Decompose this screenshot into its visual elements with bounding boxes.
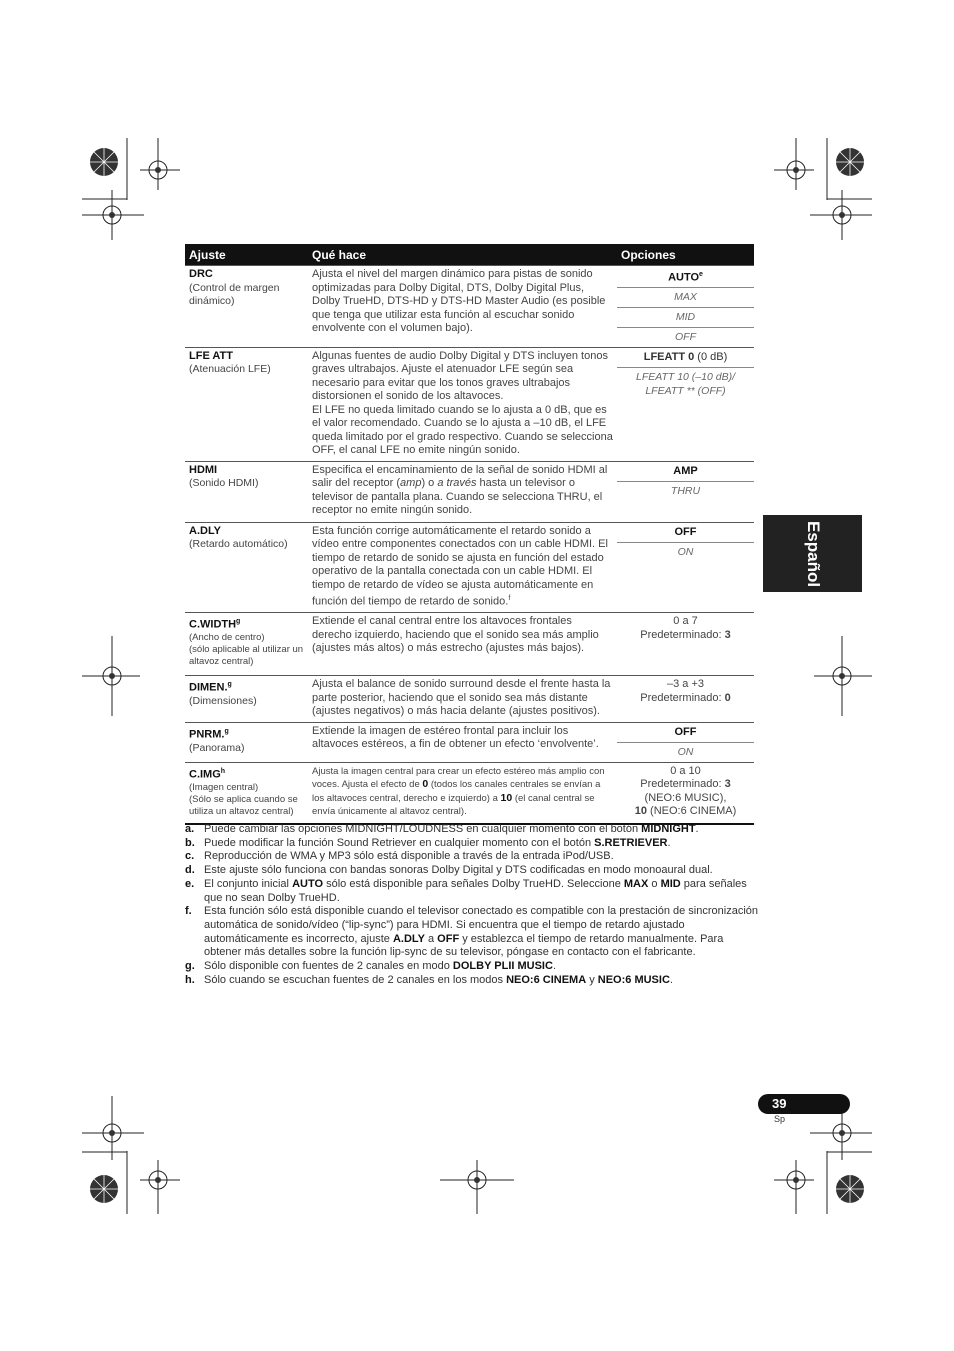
setting-subtitle: (Dimensiones) (189, 695, 257, 708)
table-row (185, 613, 754, 676)
setting-subtitle: (Sonido HDMI) (189, 477, 259, 490)
footnote: d. Este ajuste sólo funciona con bandas sonoras Dolby Digital y DTS codificadas en modo monoaural dual. (185, 864, 713, 877)
setting-description: Ajusta el balance de sonido surround desde el frente hasta la parte posterior, haciendo que el sonido sea más distante (ajustes negativos) o más hacia delante (ajustes positivos). (312, 678, 611, 718)
option: OFF (617, 327, 754, 347)
footnote: g. Sólo disponible con fuentes de 2 canales en modo DOLBY PLII MUSIC. (185, 960, 556, 973)
setting-name: C.IMG$^h$ (189, 767, 226, 781)
footnote: b. Puede modificar la función Sound Retriever en cualquier momento con el botón S.RETRIEVER. (185, 836, 671, 849)
table-row (185, 461, 754, 522)
language-code: Sp (774, 1114, 786, 1124)
setting-name: DRC (189, 268, 213, 280)
option-range: –3 a +3 Predeterminado: 0 (640, 678, 731, 704)
setting-subtitle: (Atenuación LFE) (189, 363, 271, 376)
option: MAX (617, 287, 754, 307)
setting-description: Extiende la imagen de estéreo frontal para incluir los altavoces estéreos, a fin de obtener un efecto ‘envolvente’. (312, 724, 599, 751)
option: ON (617, 542, 754, 562)
table-row (185, 266, 754, 348)
setting-subtitle: (Imagen central) (189, 781, 259, 793)
table-header (185, 244, 754, 266)
footnote: c. Reproducción de WMA y MP3 sólo está disponible a través de la entrada iPod/USB. (185, 850, 614, 863)
footnote: h. Sólo cuando se escuchan fuentes de 2 canales en los modos NEO:6 CINEMA y NEO:6 MUSIC. (185, 973, 673, 986)
table-row (185, 676, 754, 723)
page-number: 39 (772, 1096, 787, 1111)
header-ajuste: Ajuste (185, 244, 308, 266)
option: LFEATT 0 (0 dB) (643, 350, 728, 363)
header-opciones: Opciones (617, 244, 754, 266)
language-label: Español (803, 520, 823, 587)
footnote: f. Esta función sólo está disponible cuando el televisor conectado es compatible con la prestación de sincronización automática de sonido/vídeo (“lip-sync”) para HDMI. Si encuentra que el tiempo de retardo ajustado automáticamente es incorrecto, ajuste A.DLY a OFF y establezca el tiempo de retardo manualmente. Para obtener más detalles sobre la función lip-sync de su televisor, póngase en contacto con el fabricante. (185, 905, 759, 959)
footnote: e. El conjunto inicial AUTO sólo está disponible para señales Dolby TrueHD. Seleccione MAX o MID para señales que no sean Dolby TrueHD. (185, 877, 747, 904)
option-range: 0 a 10 Predeterminado: 3 (NEO:6 MUSIC), 10 (NEO:6 CINEMA) (634, 764, 737, 818)
language-tab (763, 515, 862, 592)
option: ON (617, 742, 754, 762)
option: LFEATT 10 (–10 dB)/ LFEATT ** (OFF) (617, 367, 754, 400)
setting-name: C.WIDTH$^g$ (189, 618, 241, 631)
setting-name: PNRM.$^g$ (189, 727, 229, 741)
footnote: a. Puede cambiar las opciones MIDNIGHT/LOUDNESS en cualquier momento con el botón MIDNIGHT. (185, 823, 699, 835)
page-number-badge (758, 1094, 850, 1114)
option: THRU (617, 481, 754, 501)
setting-description-2: El LFE no queda limitado cuando se lo ajusta a 0 dB, que es el valor recomendado. Cuando se lo ajusta a –10 dB, el LFE queda limitado por el grado respectivo. Cuando se selecciona OFF, el canal LFE no emite ningún sonido. (312, 403, 613, 457)
option: OFF (674, 725, 697, 738)
table-row (185, 522, 754, 613)
header-que-hace: Qué hace (308, 244, 617, 266)
setting-description: Esta función corrige automáticamente el retardo sonido a vídeo entre componentes conectados con un cable HDMI. El tiempo de retardo de sonido se ajusta en función del estado operativo de la pantalla conectada con un cable HDMI. El tiempo de retardo de vídeo se ajusta automáticamente en función del tiempo de retardo de sonido.$^f$ (312, 524, 608, 608)
option: OFF (674, 525, 697, 538)
option: AMP (673, 464, 698, 477)
setting-description: Ajusta el nivel del margen dinámico para pistas de sonido optimizadas para Dolby Digital, DTS, Dolby Digital Plus, Dolby TrueHD, DTS-HD y DTS-HD Master Audio (es posible que tenga que utilizar esta función al escuchar sonido envolvente con el volumen bajo). (312, 268, 606, 334)
table-row (185, 762, 754, 824)
setting-subtitle: (Panorama) (189, 741, 245, 754)
setting-subtitle: (Retardo automático) (189, 538, 288, 551)
setting-name: A.DLY (189, 524, 221, 537)
setting-name: DIMEN.$^g$ (189, 681, 232, 694)
setting-description: Algunas fuentes de audio Dolby Digital y DTS incluyen tonos graves ultrabajos. Ajuste el atenuador LFE según sea necesario para evitar que los tonos graves ultrabajos distorsionen el sonido de los altavoces. (312, 349, 608, 403)
table-row (185, 347, 754, 461)
option-range: 0 a 7 Predeterminado: 3 (640, 615, 731, 641)
option: AUTO$^e$ (668, 271, 703, 284)
setting-subtitle: (Control de margen dinámico) (189, 281, 280, 307)
footnotes (185, 823, 760, 987)
table-row (185, 722, 754, 762)
setting-description: Extiende el canal central entre los altavoces frontales derecho izquierdo, haciendo que el sonido sea más amplio (ajustes más altos) o más estrecho (ajustes más bajos). (312, 615, 599, 655)
setting-subtitle: (Ancho de centro) (189, 632, 265, 644)
setting-name: LFE ATT (189, 349, 233, 362)
setting-name: HDMI (189, 463, 218, 476)
setting-note: (Sólo se aplica cuando se utiliza un altavoz central) (189, 793, 298, 817)
settings-table (185, 244, 754, 825)
option: MID (617, 307, 754, 327)
setting-description: Ajusta la imagen central para crear un efecto estéreo más amplio con voces. Ajusta el efecto de 0 (todos los canales centrales se envían a los altavoces central, derecho e izquierdo) a 10 (el canal central se envía únicamente al altavoz central). (312, 765, 605, 818)
setting-note: (sólo aplicable al utilizar un altavoz central) (189, 644, 304, 668)
setting-description: Especifica el encaminamiento de la señal de sonido HDMI al salir del receptor (amp) o a través hasta un televisor o televisor de pantalla plana. Cuando se selecciona THRU, el receptor no emite ningún sonido. (312, 463, 608, 517)
